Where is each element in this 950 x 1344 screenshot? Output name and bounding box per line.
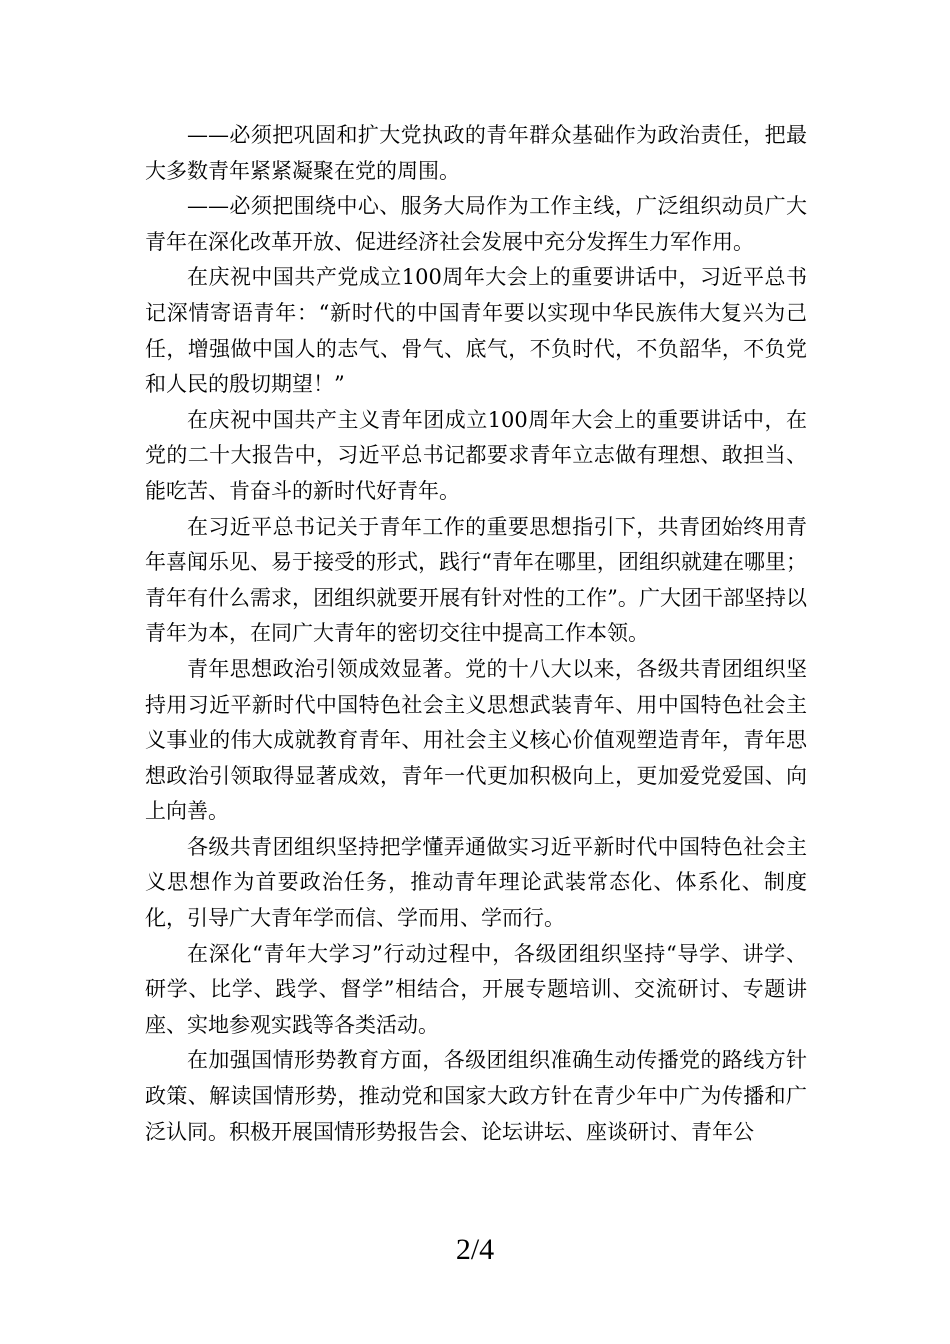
paragraph: 各级共青团组织坚持把学懂弄通做实习近平新时代中国特色社会主义思想作为首要政治任务，推动青年理论武装常态化、体系化、制度化，引导广大青年学而信、学而用、学而行。 bbox=[145, 834, 807, 931]
document-body bbox=[145, 118, 807, 1150]
paragraph: 在习近平总书记关于青年工作的重要思想指引下，共青团始终用青年喜闻乐见、易于接受的形式，践行“青年在哪里，团组织就建在哪里；青年有什么需求，团组织就要开展有针对性的工作”。广大团干部坚持以青年为本，在同广大青年的密切交往中提高工作本领。 bbox=[145, 514, 807, 646]
paragraph: ——必须把巩固和扩大党执政的青年群众基础作为政治责任，把最大多数青年紧紧凝聚在党的周围。 bbox=[145, 123, 807, 183]
paragraph: 青年思想政治引领成效显著。党的十八大以来，各级共青团组织坚持用习近平新时代中国特色社会主义思想武装青年、用中国特色社会主义事业的伟大成就教育青年、用社会主义核心价值观塑造青年，青年思想政治引领取得显著成效，青年一代更加积极向上，更加爱党爱国、向上向善。 bbox=[145, 656, 807, 824]
paragraph: 在庆祝中国共产党成立100周年大会上的重要讲话中，习近平总书记深情寄语青年：“新时代的中国青年要以实现中华民族伟大复兴为己任，增强做中国人的志气、骨气、底气，不负时代，不负韶华，不负党和人民的殷切期望！” bbox=[145, 265, 807, 397]
page-number: 2/4 bbox=[455, 1233, 495, 1266]
paragraph: 在深化“青年大学习”行动过程中，各级团组织坚持“导学、讲学、研学、比学、践学、督学”相结合，开展专题培训、交流研讨、专题讲座、实地参观实践等各类活动。 bbox=[145, 941, 807, 1037]
paragraph: 在加强国情形势教育方面，各级团组织准确生动传播党的路线方针政策、解读国情形势，推动党和国家大政方针在青少年中广为传播和广泛认同。积极开展国情形势报告会、论坛讲坛、座谈研讨、青年公 bbox=[145, 1048, 807, 1144]
paragraph: ——必须把围绕中心、服务大局作为工作主线，广泛组织动员广大青年在深化改革开放、促进经济社会发展中充分发挥生力军作用。 bbox=[145, 194, 807, 254]
paragraph: 在庆祝中国共产主义青年团成立100周年大会上的重要讲话中，在党的二十大报告中，习近平总书记都要求青年立志做有理想、敢担当、能吃苦、肯奋斗的新时代好青年。 bbox=[145, 407, 807, 503]
